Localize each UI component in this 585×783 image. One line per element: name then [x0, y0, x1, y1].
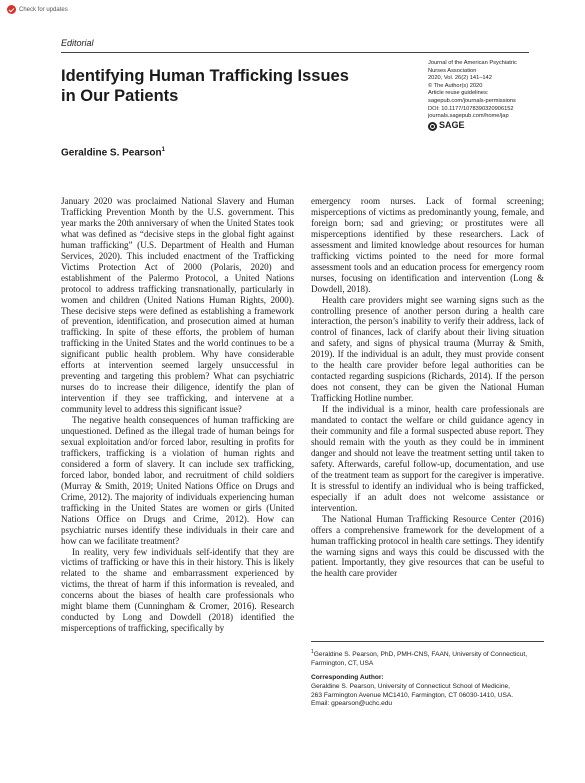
article-title: Identifying Human Trafficking Issues in Our Patients — [61, 67, 349, 105]
footnote-divider — [311, 641, 544, 642]
corresponding-author-email[interactable]: Email: gpearson@uchc.edu — [311, 700, 393, 708]
body-paragraph: The National Human Trafficking Resource Center (2016) offers a comprehensive framework for the development of a human trafficking protocol in health care settings. They identify the warning signs and ways this could be discussed with the patient. Importantly, they give resources that can be useful to the health care provider — [311, 513, 544, 579]
body-paragraph: Health care providers might see warning signs such as the controlling presence of another person during a health care interaction, the person’s inability to verify their address, lack of control of finances, lack of clarify about their living situation and safety, and signs of physical trauma (Murray & Smith, 2019). If the individual is an adult, they must provide consent to the health care provider before legal authorities can be contacted regarding suspicions (Richards, 2014). If the person does not consent, they can be given the National Human Trafficking Hotline number. — [311, 294, 544, 404]
check-for-updates-label: Check for updates — [19, 6, 68, 13]
journal-line: Article reuse guidelines: — [428, 90, 489, 97]
corresponding-author-line: Geraldine S. Pearson, University of Connecticut School of Medicine, — [311, 682, 511, 690]
author-name: Geraldine S. Pearson — [61, 147, 162, 159]
body-paragraph: January 2020 was proclaimed National Slavery and Human Trafficking Prevention Month by the U.S. government. This year marks the 20th anniversary of when the United States took what was defined as “decisive steps in the global fight against human trafficking” (U.S. Department of Health and Human Services, 2020). This included enactment of the Trafficking Victims Protection Act of 2000 (Polaris, 2020) and establishment of the Palermo Protocol, a United Nations protocol to address trafficking transnationally, particularly in women and children (United Nations Human Rights, 2000). These decisive steps were defined as establishing a framework of prevention, identification, and prosecution aimed at human trafficking. In spite of these efforts, the problem of human trafficking in the United States and the world continues to be a significant public health problem. Why have considerable efforts at intervention seemed largely unsuccessful in preventing and targeting this problem? What can psychiatric nurses do to increase their diligence, identify the plan of intervention if they see trafficking, and intervene at a community level to address this significant issue? — [61, 196, 294, 415]
publisher-logo — [428, 122, 548, 131]
header-divider — [61, 52, 529, 53]
body-paragraph: If the individual is a minor, health care professionals are mandated to contact the welfare or child guidance agency in their community and file a formal suspected abuse report. They should remain with the youth as they could be in imminent danger and should not leave the treatment setting until taken to safety. Afterwards, careful follow-up, documentation, and use of the treatment team as support for the caregiver is imperative. It is stressful to identify an individual who is being trafficked, especially if an adult does not welcome assistance or intervention. — [311, 404, 544, 513]
journal-line[interactable]: sagepub.com/journals-permissions — [428, 97, 516, 104]
check-for-updates-badge[interactable] — [7, 4, 68, 15]
footnotes — [311, 648, 544, 709]
affiliation-footnote — [311, 648, 544, 668]
author-line — [61, 147, 165, 158]
author-affiliation-mark: 1 — [161, 147, 165, 153]
footnote-mark: 1 — [311, 649, 314, 655]
journal-line: © The Author(s) 2020 — [428, 82, 483, 89]
journal-line: Nurses Association — [428, 67, 477, 74]
affiliation-text: Geraldine S. Pearson, PhD, PMH-CNS, FAAN, University of Connecticut, Farmington, CT, USA — [311, 651, 528, 667]
journal-line: Journal of the American Psychiatric — [428, 60, 517, 66]
publisher-name: SAGE — [439, 120, 465, 131]
sage-logo-icon — [428, 122, 437, 131]
journal-line[interactable]: journals.sagepub.com/home/jap — [428, 113, 509, 120]
corresponding-author-heading: Corresponding Author: — [311, 674, 384, 682]
journal-line: 2020, Vol. 26(2) 141–142 — [428, 75, 492, 82]
body-paragraph: In reality, very few individuals self-identify that they are victims of trafficking or have this in their history. This is likely related to the shame and embarrassment experienced by victims, the threat of harm if this information is revealed, and concerns about the biases of health care professionals who might blame them (Cunningham & Cromer, 2016). Research conducted by Long and Dowdell (2018) identified the misperceptions of trafficking, specifically by — [61, 546, 294, 634]
body-paragraph: The negative health consequences of human trafficking are unquestioned. Defined as the illegal trade of human beings for sexual exploitation and/or forced labor, resulting in profits for traffickers, trafficking is a violation of human rights and considered a form of slavery. It can include sex trafficking, forced labor, bonded labor, and recruitment of child soldiers (Murray & Smith, 2019; United Nations Office on Drugs and Crime, 2012). The majority of individuals experiencing human trafficking in the United States are women or girls (United Nations Office on Drugs and Crime, 2012). How can psychiatric nurses identify these individuals in their care and how can we facilitate treatment? — [61, 415, 294, 546]
body-column-right — [311, 196, 544, 579]
body-column-left — [61, 196, 294, 634]
corresponding-author-line: 263 Farmington Avenue MC1410, Farmington, CT 06030-1410, USA. — [311, 691, 514, 699]
section-label: Editorial — [61, 38, 94, 48]
check-updates-icon — [7, 5, 16, 14]
journal-info — [428, 60, 548, 131]
journal-line[interactable]: DOI: 10.1177/1078390320906152 — [428, 105, 514, 112]
body-paragraph: emergency room nurses. Lack of formal screening; misperceptions of victims as predominantly young, female, and foreign born; sad and grieving; or prostitutes were all misperceptions identified by these researchers. Lack of assessment and limited knowledge about resources for human trafficking victims pointed to the need for more formal assessment tools and an education process for emergency room nurses, focusing on identification and intervention (Long & Dowdell, 2018). — [311, 196, 544, 294]
